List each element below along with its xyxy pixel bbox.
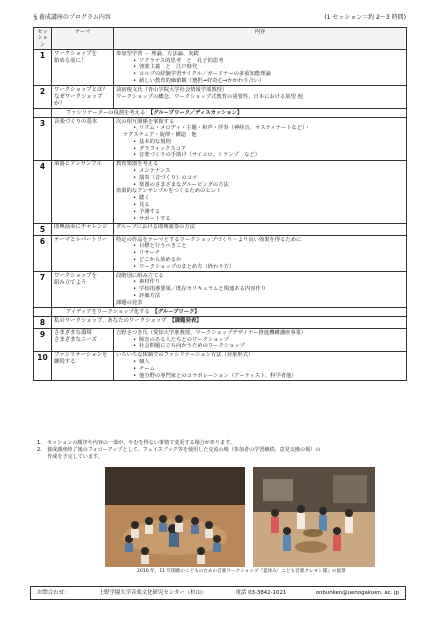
session-theme <box>52 351 114 380</box>
group-work-label: アイディアをワークショップ化する <box>66 308 150 315</box>
content-heading: 参加型学習 － 理論、方法論、実践 <box>116 50 199 57</box>
content-heading: 効果的なアンサンブルをつくるためのヒント <box>116 188 222 195</box>
content-item: • チーム <box>116 366 404 373</box>
theme-line: ワークショップを <box>54 272 98 279</box>
session-number: 9 <box>34 329 52 351</box>
session-theme <box>52 272 114 308</box>
table-header-row <box>34 28 407 50</box>
session-theme <box>52 50 114 86</box>
photo-strip <box>105 467 375 567</box>
session-theme <box>52 118 114 161</box>
content-heading: 次の相互関係を掌握する <box>116 118 175 125</box>
note-line: 2. 養成講座終了後のフォローアップとして、フェイスブック等を使用した交流の場（参加者の学習継続、意見交換の場）の <box>37 446 321 453</box>
content-item: • 演奏（音づくり）のコツ <box>116 175 404 182</box>
session-number: 8 <box>34 317 52 329</box>
session-content <box>114 50 407 86</box>
session-number: 2 <box>34 86 52 109</box>
session-theme: 私のワークショップ、あなたのワークショップ <box>54 317 167 324</box>
session-number-cell <box>34 308 52 317</box>
theme-line: 楽器とアンサンブル <box>54 161 102 168</box>
content-heading: 課題の発表 <box>116 299 143 306</box>
note-line: 1. セッションの順序や内容の一部が、やむを得ない事情で変更する場合があります。 <box>37 440 235 446</box>
content-heading: 特定の作品をテーマとするワークショップづくり～より良い効果を得るために <box>116 236 302 243</box>
content-item: • グラフィックスコア <box>116 146 404 153</box>
content-item: • 社会問題に立ち向かうためのワークショップ <box>116 343 404 350</box>
session-number: 7 <box>34 272 52 308</box>
session-content <box>114 86 407 109</box>
session-content <box>114 236 407 272</box>
session-span-cell <box>52 317 407 329</box>
table-row <box>34 86 407 109</box>
table-row <box>34 223 407 235</box>
content-heading: いろいろな体制でのファシリテーション方法（対象形式） <box>116 352 254 359</box>
theme-line: なぜワークショップか？ <box>54 93 103 107</box>
session-duration-note: (1 セッション＝約 2～3 時間) <box>324 14 406 21</box>
notes <box>37 440 407 461</box>
session-number: 4 <box>34 160 52 223</box>
table-row <box>34 272 407 308</box>
col-header-content: 内容 <box>114 28 407 50</box>
theme-line: ファシリテーションを <box>54 352 108 359</box>
session-theme <box>52 86 114 109</box>
content-item: • 他分野の専門家とのコラボレーション（アーティスト、科学者他） <box>116 373 404 380</box>
session-content <box>114 329 407 351</box>
section-title: § 養成講座のプログラム内容 <box>34 14 111 21</box>
session-number-cell <box>34 109 52 118</box>
theme-line: さまざまなニーズ <box>54 336 97 343</box>
session-number: 6 <box>34 236 52 272</box>
group-work-row <box>34 109 407 118</box>
contact-email[interactable]: onbunken@uenogakuen. ac. jp <box>315 589 399 596</box>
theme-line: 始める前に！ <box>54 57 87 64</box>
theme-line: 組み立てよう <box>54 279 87 286</box>
contact-org: 上野学園大学音楽文化研究センター（杉山） <box>98 589 207 596</box>
workshop-photo-right <box>253 467 375 567</box>
session-theme <box>52 236 114 272</box>
table-row <box>34 118 407 161</box>
workshop-photo-left <box>105 467 245 567</box>
group-work-cell <box>52 109 407 118</box>
session-theme <box>52 329 114 351</box>
session-number: 3 <box>34 118 52 161</box>
table-row <box>34 329 407 351</box>
content-item: • リサーチ <box>116 250 404 257</box>
theme-line: さまざまな環境 <box>54 329 92 336</box>
workshop-photo-right-image <box>253 467 375 567</box>
group-work-row <box>34 308 407 317</box>
contact-footer <box>30 586 406 600</box>
content-heading: 教育楽器を考える <box>116 161 159 168</box>
group-work-type: 【グループワーク】 <box>155 308 200 315</box>
content-heading: グループにおける即興演奏の方法 <box>116 224 196 231</box>
session-content <box>114 118 407 161</box>
content-item: • リズム・メロディ・主題・和声・伴奏（神経音、オスティナートなど）・ <box>116 125 404 132</box>
content-item: • コルブの経験学習サイクル／ガードナーの多重知能理論 <box>116 71 404 78</box>
workshop-photo-left-image <box>105 467 245 567</box>
content-item: • どこから始めるか <box>116 257 404 264</box>
table-row <box>34 50 407 86</box>
content-item: • 目標と行うべきこと <box>116 243 404 250</box>
content-item: • 素材作り <box>116 279 404 286</box>
theme-line: ワークショップとは？ <box>54 86 108 93</box>
content-item: • 音楽づくりの手助け（サイコロ、トランプ など） <box>116 152 404 159</box>
content-item: • 学校指導要領／既存カリキュラムと関連ある内容作り <box>116 286 404 293</box>
content-heading: 吉野さつき氏（愛知大学准教授、ワークショップデザイナー推進機構講座事業） <box>116 329 307 336</box>
table-row <box>34 351 407 380</box>
note-line: 作成を予定しています。 <box>37 453 103 460</box>
program-table <box>33 27 407 381</box>
session-number: 1 <box>34 50 52 86</box>
photo-caption: 2010 年、11 年開催のこどものための音楽ワークショップ『夏休み！こども音楽クレヨン隊』の風景 <box>137 569 346 574</box>
table-row <box>34 160 407 223</box>
document-header <box>34 14 406 22</box>
group-work-cell <box>52 308 407 317</box>
session-content <box>114 160 407 223</box>
content-item: • メンテナンス <box>116 168 404 175</box>
table-row <box>34 236 407 272</box>
theme-line: 即興演奏にチャレンジ <box>54 224 108 231</box>
content-item: • ソクラテス的思考 と 孔子的思考 <box>116 58 404 65</box>
theme-line: ワークショップを <box>54 50 98 57</box>
session-number: 10 <box>34 351 52 380</box>
session-theme <box>52 223 114 235</box>
col-header-session: セッション <box>34 28 52 50</box>
contact-phone: 電話 03-3842-1021 <box>235 589 287 596</box>
session-number: 5 <box>34 223 52 235</box>
content-heading: ワークショップの概念、ワークショップ式教育の重要性、日本における展望 他 <box>116 93 303 100</box>
session-content <box>114 272 407 308</box>
session-content <box>114 223 407 235</box>
content-heading: 苅宿俊文氏（青山学院大学社会情報学部教授） <box>116 86 228 93</box>
content-item: テクスチュア・旋律・構造 他 <box>123 132 197 139</box>
theme-line: 音楽づくりの基本 <box>54 118 98 125</box>
session-content <box>114 351 407 380</box>
group-work-label: ファシリテーターの役割を考える <box>66 109 146 116</box>
content-item: • 啓蒙主義 と 江戸時代 <box>116 64 404 71</box>
session-task: 【課題発表】 <box>171 317 202 324</box>
content-item: • サポートする <box>116 216 404 223</box>
col-header-theme: テーマ <box>52 28 114 50</box>
table-row <box>34 317 407 329</box>
content-item: • 評価方法 <box>116 293 404 300</box>
content-item: • 予測する <box>116 209 404 216</box>
session-theme <box>52 160 114 223</box>
content-item: • 個人 <box>116 359 404 366</box>
contact-label: お問合わせ： <box>37 589 70 596</box>
content-item: • ワークショップのまとめ方（終わり方） <box>116 264 404 271</box>
content-item: • 聴く <box>116 195 404 202</box>
content-item: • 新しい教育的価値観（選択→好奇心→かかわり合い） <box>116 78 404 85</box>
content-item: • 障害のある人たちとのワークショップ <box>116 337 404 344</box>
group-work-type: 【グループワーク／ディスカッション】 <box>150 109 243 116</box>
content-item: • 見る <box>116 202 404 209</box>
content-heading: 段階別に組み立てる <box>116 272 164 279</box>
content-item: • 楽器のさまざまなグルーピングの方法 <box>116 182 404 189</box>
theme-line: テーマとレパートリー <box>54 236 108 243</box>
content-item: • 基本的な規則 <box>116 139 404 146</box>
theme-line: 継続する <box>54 359 76 366</box>
